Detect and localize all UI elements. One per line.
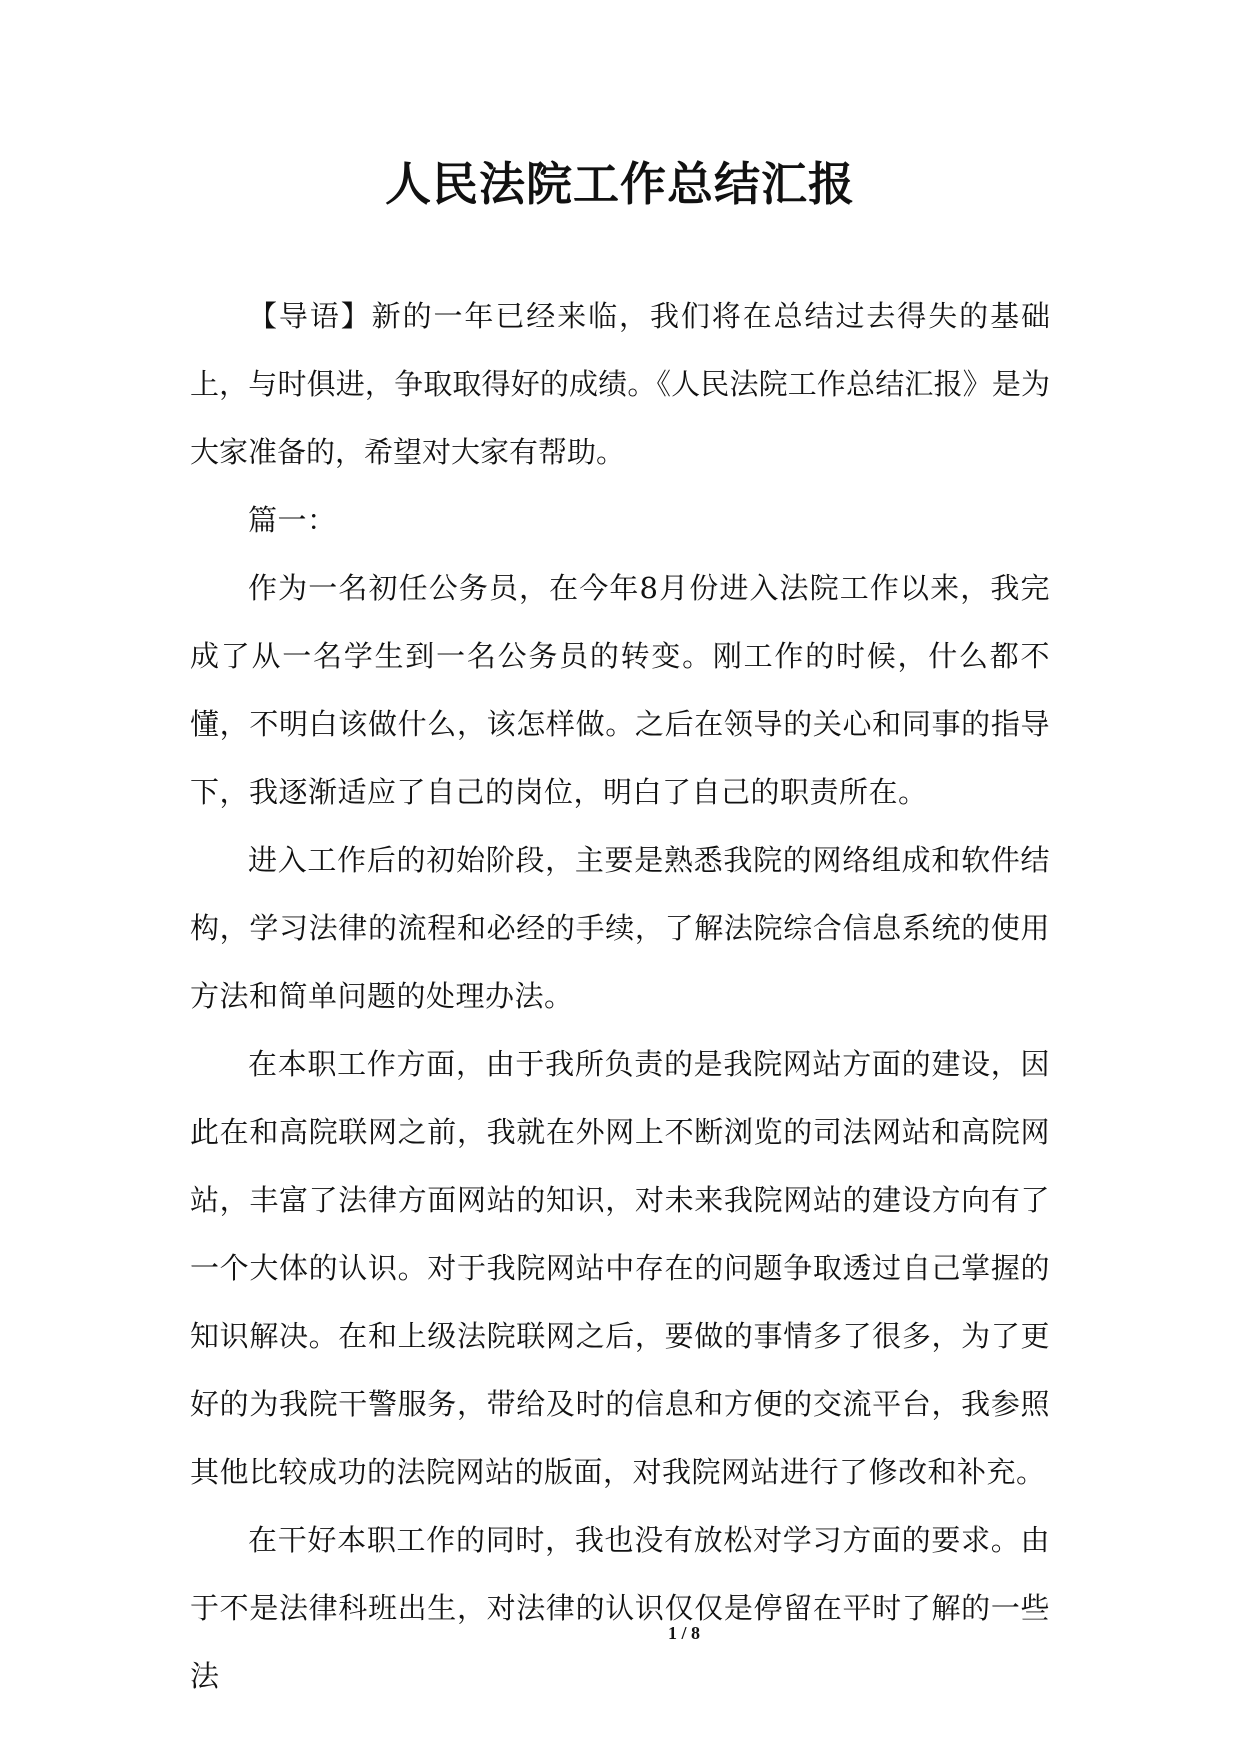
intro-paragraph: 【导语】新的一年已经来临，我们将在总结过去得失的基础上，与时俱进，争取取得好的成绩。《人民法院工作总结汇报》是为大家准备的，希望对大家有帮助。: [190, 299, 1050, 469]
document-title: 人民法院工作总结汇报: [385, 157, 855, 211]
body-paragraph: 作为一名初任公务员，在今年8月份进入法院工作以来，我完成了从一名学生到一名公务员的转变。刚工作的时候，什么都不懂，不明白该做什么，该怎样做。之后在领导的关心和同事的指导下，我逐渐适应了自己的岗位，明白了自己的职责所在。: [190, 571, 1050, 809]
body-paragraph: 在本职工作方面，由于我所负责的是我院网站方面的建设，因此在和高院联网之前，我就在外网上不断浏览的司法网站和高院网站，丰富了法律方面网站的知识，对未来我院网站的建设方向有了一个大体的认识。对于我院网站中存在的问题争取透过自己掌握的知识解决。在和上级法院联网之后，要做的事情多了很多，为了更好的为我院干警服务，带给及时的信息和方便的交流平台，我参照其他比较成功的法院网站的版面，对我院网站进行了修改和补充。: [190, 1047, 1050, 1489]
page-number: 1 / 8: [667, 1623, 700, 1643]
body-paragraph: 进入工作后的初始阶段，主要是熟悉我院的网络组成和软件结构，学习法律的流程和必经的手续，了解法院综合信息系统的使用方法和简单问题的处理办法。: [190, 843, 1050, 1013]
document-body: [190, 282, 1050, 1710]
body-paragraph: 在干好本职工作的同时，我也没有放松对学习方面的要求。由于不是法律科班出生，对法律的认识仅仅是停留在平时了解的一些法: [190, 1523, 1050, 1693]
section-heading: 篇一：: [248, 503, 337, 537]
